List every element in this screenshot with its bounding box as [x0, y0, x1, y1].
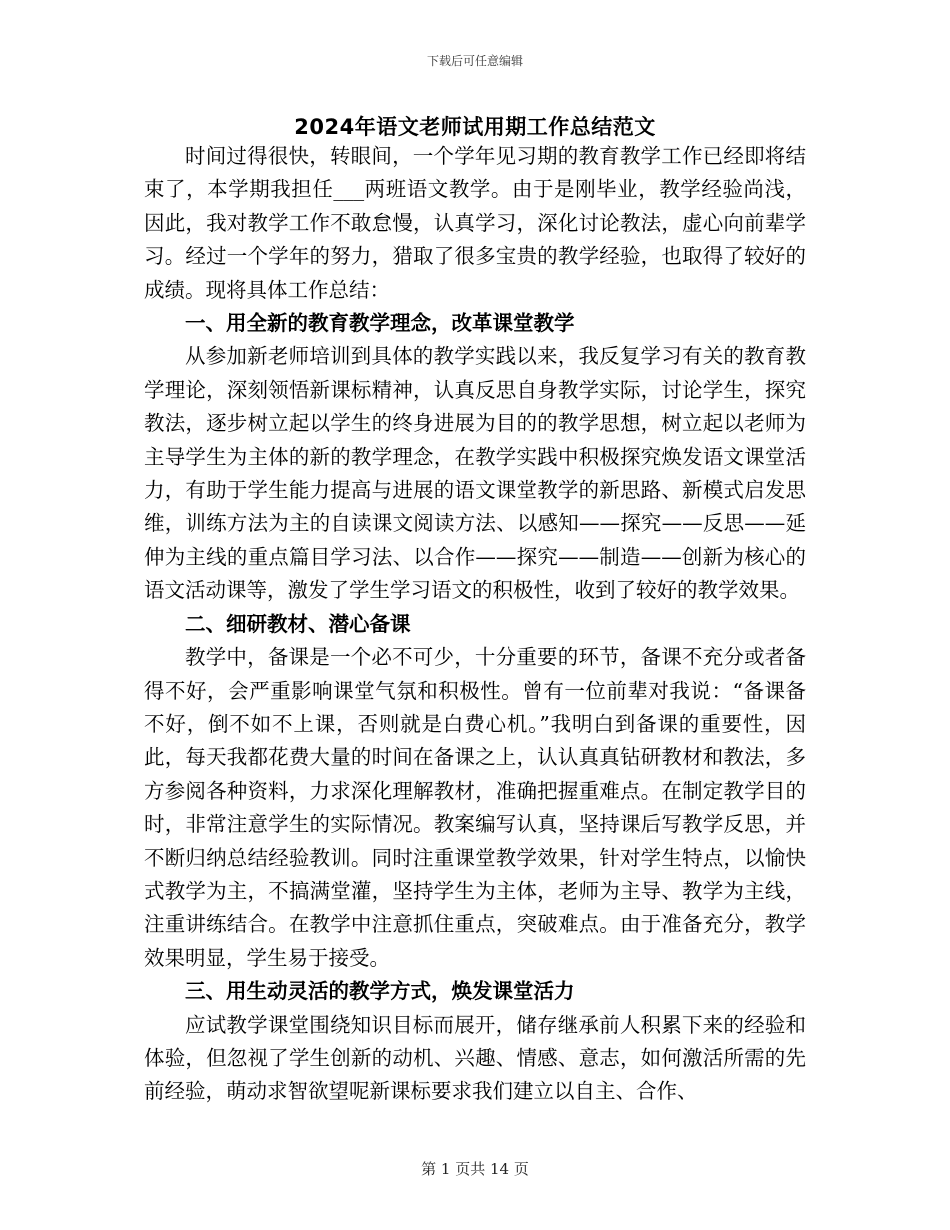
header-note: 下载后可任意编辑	[426, 54, 523, 68]
section-heading-2: 二、细研教材、潜心备课	[185, 611, 411, 636]
section-heading-1: 一、用全新的教育教学理念，改革课堂教学	[185, 311, 575, 336]
intro-paragraph: 时间过得很快，转眼间，一个学年见习期的教育教学工作已经即将结束了，本学期我担任___两班语文教学。由于是刚毕业，教学经验尚浅，因此，我对教学工作不敢怠慢，认真学习，深化讨论教法，虚心向前辈学习。经过一个学年的努力，猎取了很多宝贵的教学经验，也取得了较好的成绩。现将具体工作总结：	[144, 144, 806, 302]
document-body	[144, 140, 806, 1109]
section-paragraph-3: 应试教学课堂围绕知识目标而展开，储存继承前人积累下来的经验和体验，但忽视了学生创新的动机、兴趣、情感、意志，如何激活所需的先前经验，萌动求智欲望呢新课标要求我们建立以自主、合作、	[144, 1012, 806, 1104]
section-heading-3: 三、用生动灵活的教学方式，焕发课堂活力	[185, 979, 575, 1004]
document-title: 2024年语文老师试用期工作总结范文	[294, 115, 656, 139]
page-number: 第 1 页共 14 页	[421, 1160, 529, 1178]
section-paragraph-1: 从参加新老师培训到具体的教学实践以来，我反复学习有关的教育教学理论，深刻领悟新课标精神，认真反思自身教学实际，讨论学生，探究教法，逐步树立起以学生的终身进展为目的的教学思想，树立起以老师为主导学生为主体的新的教学理念，在教学实践中积极探究焕发语文课堂活力，有助于学生能力提高与进展的语文课堂教学的新思路、新模式启发思维，训练方法为主的自读课文阅读方法、以感知——探究——反思——延伸为主线的重点篇目学习法、以合作——探究——制造——创新为核心的语文活动课等，激发了学生学习语文的积极性，收到了较好的教学效果。	[144, 344, 806, 603]
section-paragraph-2: 教学中，备课是一个必不可少，十分重要的环节，备课不充分或者备得不好，会严重影响课堂气氛和积极性。曾有一位前辈对我说：“备课备不好，倒不如不上课，否则就是白费心机。”我明白到备课的重要性，因此，每天我都花费大量的时间在备课之上，认认真真钻研教材和教法，多方参阅各种资料，力求深化理解教材，准确把握重难点。在制定教学目的时，非常注意学生的实际情况。教案编写认真，坚持课后写教学反思，并不断归纳总结经验教训。同时注重课堂教学效果，针对学生特点，以愉快式教学为主，不搞满堂灌，坚持学生为主体，老师为主导、教学为主线，注重讲练结合。在教学中注意抓住重点，突破难点。由于准备充分，教学效果明显，学生易于接受。	[144, 645, 806, 970]
